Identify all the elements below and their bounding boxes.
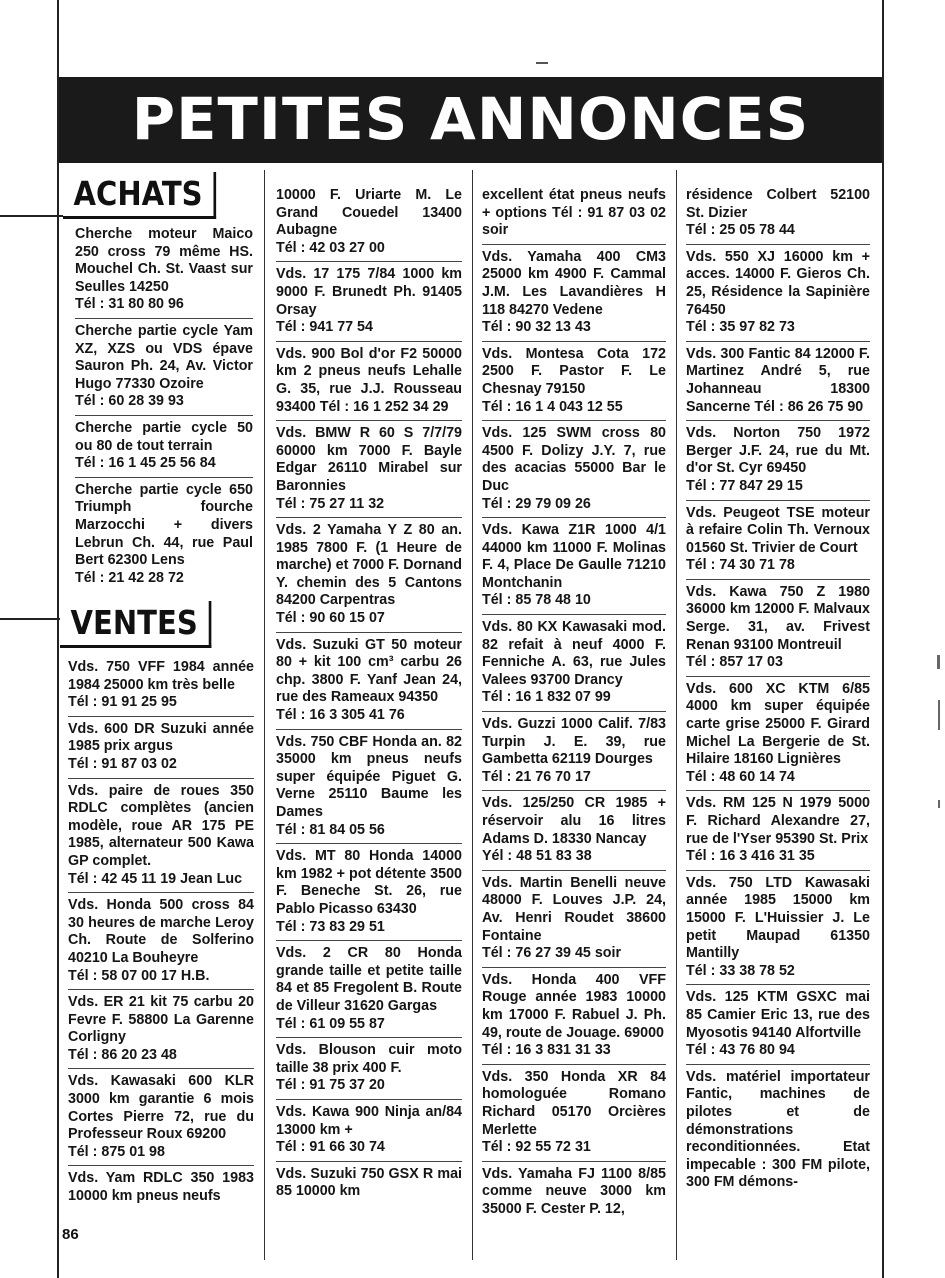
classified-ad <box>686 421 870 500</box>
achats-rule <box>0 215 70 217</box>
ad-text: Vds. ER 21 kit 75 carbu 20 Fevre F. 58800 La Garenne Corligny <box>68 994 254 1046</box>
ad-phone: Tél : 91 66 30 74 <box>276 1139 385 1156</box>
ad-text: Vds. Guzzi 1000 Calif. 7/83 Turpin J. E. 39, rue Gambetta 62119 Dourges <box>482 716 666 768</box>
ad-phone: Tél : 42 45 11 19 Jean Luc <box>68 870 243 887</box>
ad-phone: Tél : 29 79 09 26 <box>482 495 591 512</box>
page-title: PETITES ANNONCES <box>131 85 810 153</box>
ad-text: Vds. 2 CR 80 Honda grande taille et petite taille 84 et 85 Fregolent B. Route de Villeur 31620 Gargas <box>276 945 462 1014</box>
ad-text: Vds. BMW R 60 S 7/7/79 60000 km 7000 F. Bayle Edgar 26110 Mirabel sur Baronnies <box>276 425 462 494</box>
classified-ad <box>68 893 254 990</box>
ad-text: Vds. Martin Benelli neuve 48000 F. Louves J.P. 24, Av. Henri Roudet 38600 Fontaine <box>482 874 666 944</box>
top-dash-mark <box>536 62 548 64</box>
ad-phone: Tél : 31 80 80 96 <box>75 296 184 313</box>
classified-ad <box>482 791 666 870</box>
ad-text: Cherche partie cycle 650 Triumph fourche Marzocchi + divers Lebrun Ch. 44, rue Paul Bert 62300 Lens <box>75 481 253 569</box>
ad-phone: Tél : 90 60 15 07 <box>276 610 385 627</box>
classified-ad <box>482 183 666 245</box>
ad-text: Vds. paire de roues 350 RDLC complètes (ancien modèle, roue AR 175 PE 1985, alternateur 500 Kawa GP complet. <box>68 782 254 869</box>
classified-ad <box>686 871 870 986</box>
ad-text: Vds. RM 125 N 1979 5000 F. Richard Alexandre 27, rue de l'Yser 95390 St. Prix <box>686 795 870 847</box>
ad-phone: Tél : 21 76 70 17 <box>482 768 591 785</box>
achats-list <box>75 222 253 591</box>
classified-ad <box>686 791 870 870</box>
classified-ad <box>276 183 462 262</box>
classified-ad <box>482 421 666 518</box>
section-heading-ventes: VENTES <box>60 601 211 648</box>
ad-phone: Tél : 86 20 23 48 <box>68 1046 177 1063</box>
classified-ad <box>482 871 666 968</box>
ad-text: Vds. 750 VFF 1984 année 1984 25000 km très belle <box>68 659 254 693</box>
classified-ad <box>686 1065 870 1196</box>
ad-phone: Tél : 16 1 45 25 56 84 <box>75 455 216 472</box>
classified-ad <box>68 655 254 717</box>
ad-text: Vds. 750 LTD Kawasaki année 1985 15000 km 15000 F. L'Huissier J. Le petit Maupad 61350 Mantilly <box>686 874 870 962</box>
classified-ad <box>75 222 253 319</box>
ad-phone: Tél : 85 78 48 10 <box>482 592 591 609</box>
right-margin-rule <box>882 0 884 1278</box>
classified-ad <box>276 730 462 845</box>
ad-phone: Tél : 92 55 72 31 <box>482 1139 591 1156</box>
ad-phone: Tél : 875 01 98 <box>68 1143 165 1160</box>
ad-phone: Tél : 21 42 28 72 <box>75 569 184 586</box>
ad-text: Vds. 80 KX Kawasaki mod. 82 refait à neuf 4000 F. Fenniche A. 63, rue Jules Valees 93700 Drancy <box>482 619 666 688</box>
classified-ad <box>276 421 462 518</box>
page-number: 86 <box>62 1226 79 1243</box>
ad-phone: Tél : 77 847 29 15 <box>686 477 803 494</box>
ad-text: Vds. matériel importateur Fantic, machines de pilotes et de démonstrations reconditionnées. Etat impecable : 300 FM pilote, 300 FM démons- <box>686 1068 870 1191</box>
ad-phone: Tél : 16 3 416 31 35 <box>686 848 815 865</box>
ad-text: Vds. 125 SWM cross 80 4500 F. Dolizy J.Y. 7, rue des acacias 55000 Bar le Duc <box>482 425 666 494</box>
classified-ad <box>75 319 253 416</box>
ad-text: Cherche moteur Maico 250 cross 79 même HS. Mouchel Ch. St. Vaast sur Seulles 14250 <box>75 226 253 295</box>
column-3-list <box>482 183 666 1222</box>
ad-text: Vds. Kawa 900 Ninja an/84 13000 km + <box>276 1103 462 1138</box>
ad-phone: Tél : 857 17 03 <box>686 654 783 671</box>
section-heading-achats: ACHATS <box>63 172 216 219</box>
classified-ad <box>276 262 462 341</box>
classified-ad <box>482 1065 666 1162</box>
classified-ad <box>68 990 254 1069</box>
ad-text: Vds. 900 Bol d'or F2 50000 km 2 pneus neufs Lehalle G. 35, rue J.J. Rousseau 93400 Tél : 16 1 252 34 29 <box>276 345 462 415</box>
ad-phone: Tél : 33 38 78 52 <box>686 962 795 979</box>
ad-text: Vds. Norton 750 1972 Berger J.F. 24, rue du Mt. d'or St. Cyr 69450 <box>686 425 870 477</box>
classified-ad <box>276 518 462 633</box>
ad-text: Vds. 125/250 CR 1985 + réservoir alu 16 litres Adams D. 18330 Nancay <box>482 795 666 847</box>
ad-phone: Yél : 48 51 83 38 <box>482 848 592 865</box>
classified-ad <box>482 712 666 791</box>
ad-text: Vds. 550 XJ 16000 km + acces. 14000 F. Gieros Ch. 25, Résidence la Sapinière 76450 <box>686 248 870 318</box>
ad-phone: Tél : 61 09 55 87 <box>276 1015 385 1032</box>
ad-text: Vds. Yamaha FJ 1100 8/85 comme neuve 3000 km 35000 F. Cester P. 12, <box>482 1165 666 1217</box>
ad-text: Cherche partie cycle Yam XZ, XZS ou VDS épave Sauron Ph. 24, Av. Victor Hugo 77330 Ozoire <box>75 322 253 392</box>
ad-phone: Tél : 48 60 14 74 <box>686 768 795 785</box>
classified-ad <box>68 717 254 779</box>
classified-ad <box>68 1069 254 1166</box>
classified-ad <box>686 245 870 342</box>
ad-text: Vds. 125 KTM GSXC mai 85 Camier Eric 13, rue des Myosotis 94140 Alfortville <box>686 989 870 1041</box>
ad-phone: Tél : 43 76 80 94 <box>686 1042 795 1059</box>
ad-text: Vds. 17 175 7/84 1000 km 9000 F. Brunedt Ph. 91405 Orsay <box>276 266 462 318</box>
ad-phone: Tél : 90 32 13 43 <box>482 319 591 336</box>
ad-phone: Tél : 74 30 71 78 <box>686 557 795 574</box>
classified-ad <box>68 1166 254 1209</box>
classified-ad <box>276 1162 462 1205</box>
ad-phone: Tél : 16 3 305 41 76 <box>276 707 405 724</box>
classified-ad <box>686 580 870 677</box>
ad-phone: Tél : 58 07 00 17 H.B. <box>68 967 210 984</box>
ad-phone: Tél : 35 97 82 73 <box>686 319 795 336</box>
ad-phone: Tél : 73 83 29 51 <box>276 918 385 935</box>
ad-phone: Tél : 76 27 39 45 soir <box>482 945 622 962</box>
scan-mark <box>938 800 940 808</box>
ad-text: Vds. 750 CBF Honda an. 82 35000 km pneus neufs super équipée Piguet G. Verne 25110 Baume les Dames <box>276 733 462 820</box>
ad-phone: Tél : 25 05 78 44 <box>686 222 795 239</box>
ad-text: Vds. Montesa Cota 172 2500 F. Pastor F. Le Chesnay 79150 <box>482 345 666 397</box>
ad-phone: Tél : 81 84 05 56 <box>276 821 385 838</box>
ad-text: Vds. Suzuki 750 GSX R mai 85 10000 km <box>276 1165 462 1200</box>
ad-text: excellent état pneus neufs + options Tél : 91 87 03 02 soir <box>482 187 666 239</box>
column-divider <box>676 170 677 1260</box>
header-banner <box>59 77 882 163</box>
ad-text: Vds. 600 DR Suzuki année 1985 prix argus <box>68 720 254 755</box>
classified-ad <box>276 844 462 941</box>
classified-ad <box>75 416 253 478</box>
ventes-list <box>68 655 254 1210</box>
ad-phone: Tél : 42 03 27 00 <box>276 239 385 256</box>
classified-ad <box>686 501 870 580</box>
column-4-list <box>686 183 870 1196</box>
ad-phone: Tél : 16 1 832 07 99 <box>482 689 611 706</box>
classified-ad <box>276 1100 462 1162</box>
ad-text: Vds. 300 Fantic 84 12000 F. Martinez André 5, rue Johanneau 18300 Sancerne Tél : 86 26 75 90 <box>686 345 870 415</box>
classified-ad <box>686 985 870 1064</box>
classified-ad <box>276 342 462 421</box>
ad-phone: Tél : 91 87 03 02 <box>68 755 177 772</box>
ad-text: Vds. 600 XC KTM 6/85 4000 km super équipée carte grise 25000 F. Girard Michel La Bergerie de St. Hilaire 18160 Lignières <box>686 680 870 768</box>
ad-text: Vds. Suzuki GT 50 moteur 80 + kit 100 cm³ carbu 26 chp. 3800 F. Yanf Jean 24, rue des Rameaux 94350 <box>276 636 462 706</box>
classified-ad <box>482 615 666 712</box>
ad-phone: Tél : 91 91 25 95 <box>68 694 177 711</box>
ad-phone: Tél : 941 77 54 <box>276 319 373 336</box>
ad-text: Vds. 350 Honda XR 84 homologuée Romano Richard 05170 Orcières Merlette <box>482 1068 666 1138</box>
column-divider <box>472 170 473 1260</box>
ad-text: Vds. Blouson cuir moto taille 38 prix 400 F. <box>276 1042 462 1076</box>
scan-mark <box>938 700 940 730</box>
column-2-list <box>276 183 462 1205</box>
ad-text: Cherche partie cycle 50 ou 80 de tout terrain <box>75 419 253 454</box>
ad-text: Vds. Kawasaki 600 KLR 3000 km garantie 6 mois Cortes Pierre 72, rue du Professeur Roux 69200 <box>68 1073 254 1143</box>
ad-phone: Tél : 91 75 37 20 <box>276 1077 385 1094</box>
scan-mark <box>937 655 940 669</box>
ad-phone: Tél : 75 27 11 32 <box>276 495 385 512</box>
classified-ad <box>686 342 870 421</box>
ad-text: Vds. Yamaha 400 CM3 25000 km 4900 F. Cammal J.M. Les Lavandières H 118 84270 Vedene <box>482 248 666 318</box>
classified-ad <box>68 779 254 894</box>
ad-text: 10000 F. Uriarte M. Le Grand Couedel 13400 Aubagne <box>276 187 462 239</box>
ad-text: Vds. Yam RDLC 350 1983 10000 km pneus neufs <box>68 1170 254 1205</box>
ad-text: Vds. MT 80 Honda 14000 km 1982 + pot détente 3500 F. Beneche St. 26, rue Pablo Picasso 63430 <box>276 848 462 917</box>
classified-ad <box>686 183 870 245</box>
ad-phone: Tél : 16 3 831 31 33 <box>482 1042 611 1059</box>
ad-text: Vds. Kawa Z1R 1000 4/1 44000 km 11000 F. Molinas F. 4, Place De Gaulle 71210 Montchanin <box>482 522 666 591</box>
classified-ad <box>276 1038 462 1100</box>
column-divider <box>264 170 265 1260</box>
classified-ad <box>482 245 666 342</box>
ad-text: Vds. Honda 400 VFF Rouge année 1983 10000 km 17000 F. Rabuel J. Ph. 49, route de Jouage. 69000 <box>482 971 666 1041</box>
ad-phone: Tél : 16 1 4 043 12 55 <box>482 398 623 415</box>
ad-text: Vds. 2 Yamaha Y Z 80 an. 1985 7800 F. (1 Heure de marche) et 7000 F. Dornand Y. chemin des 5 Cantons 84200 Carpentras <box>276 522 462 609</box>
left-margin-rule <box>57 0 59 1278</box>
ad-text: Vds. Peugeot TSE moteur à refaire Colin Th. Vernoux 01560 St. Trivier de Court <box>686 504 870 556</box>
classified-ad <box>276 633 462 730</box>
classified-ad <box>75 478 253 592</box>
ad-phone: Tél : 60 28 39 93 <box>75 393 184 410</box>
classified-ad <box>686 677 870 792</box>
ad-text: Vds. Honda 500 cross 84 30 heures de marche Leroy Ch. Route de Solferino 40210 La Bouheyre <box>68 897 254 966</box>
classified-ad <box>482 1162 666 1223</box>
classified-ad <box>482 518 666 615</box>
classified-ad <box>276 941 462 1038</box>
classified-ad <box>482 342 666 421</box>
ad-text: Vds. Kawa 750 Z 1980 36000 km 12000 F. Malvaux Serge. 31, av. Frivest Renan 93100 Montreuil <box>686 583 870 653</box>
ad-text: résidence Colbert 52100 St. Dizier <box>686 187 870 221</box>
classified-ad <box>482 968 666 1065</box>
